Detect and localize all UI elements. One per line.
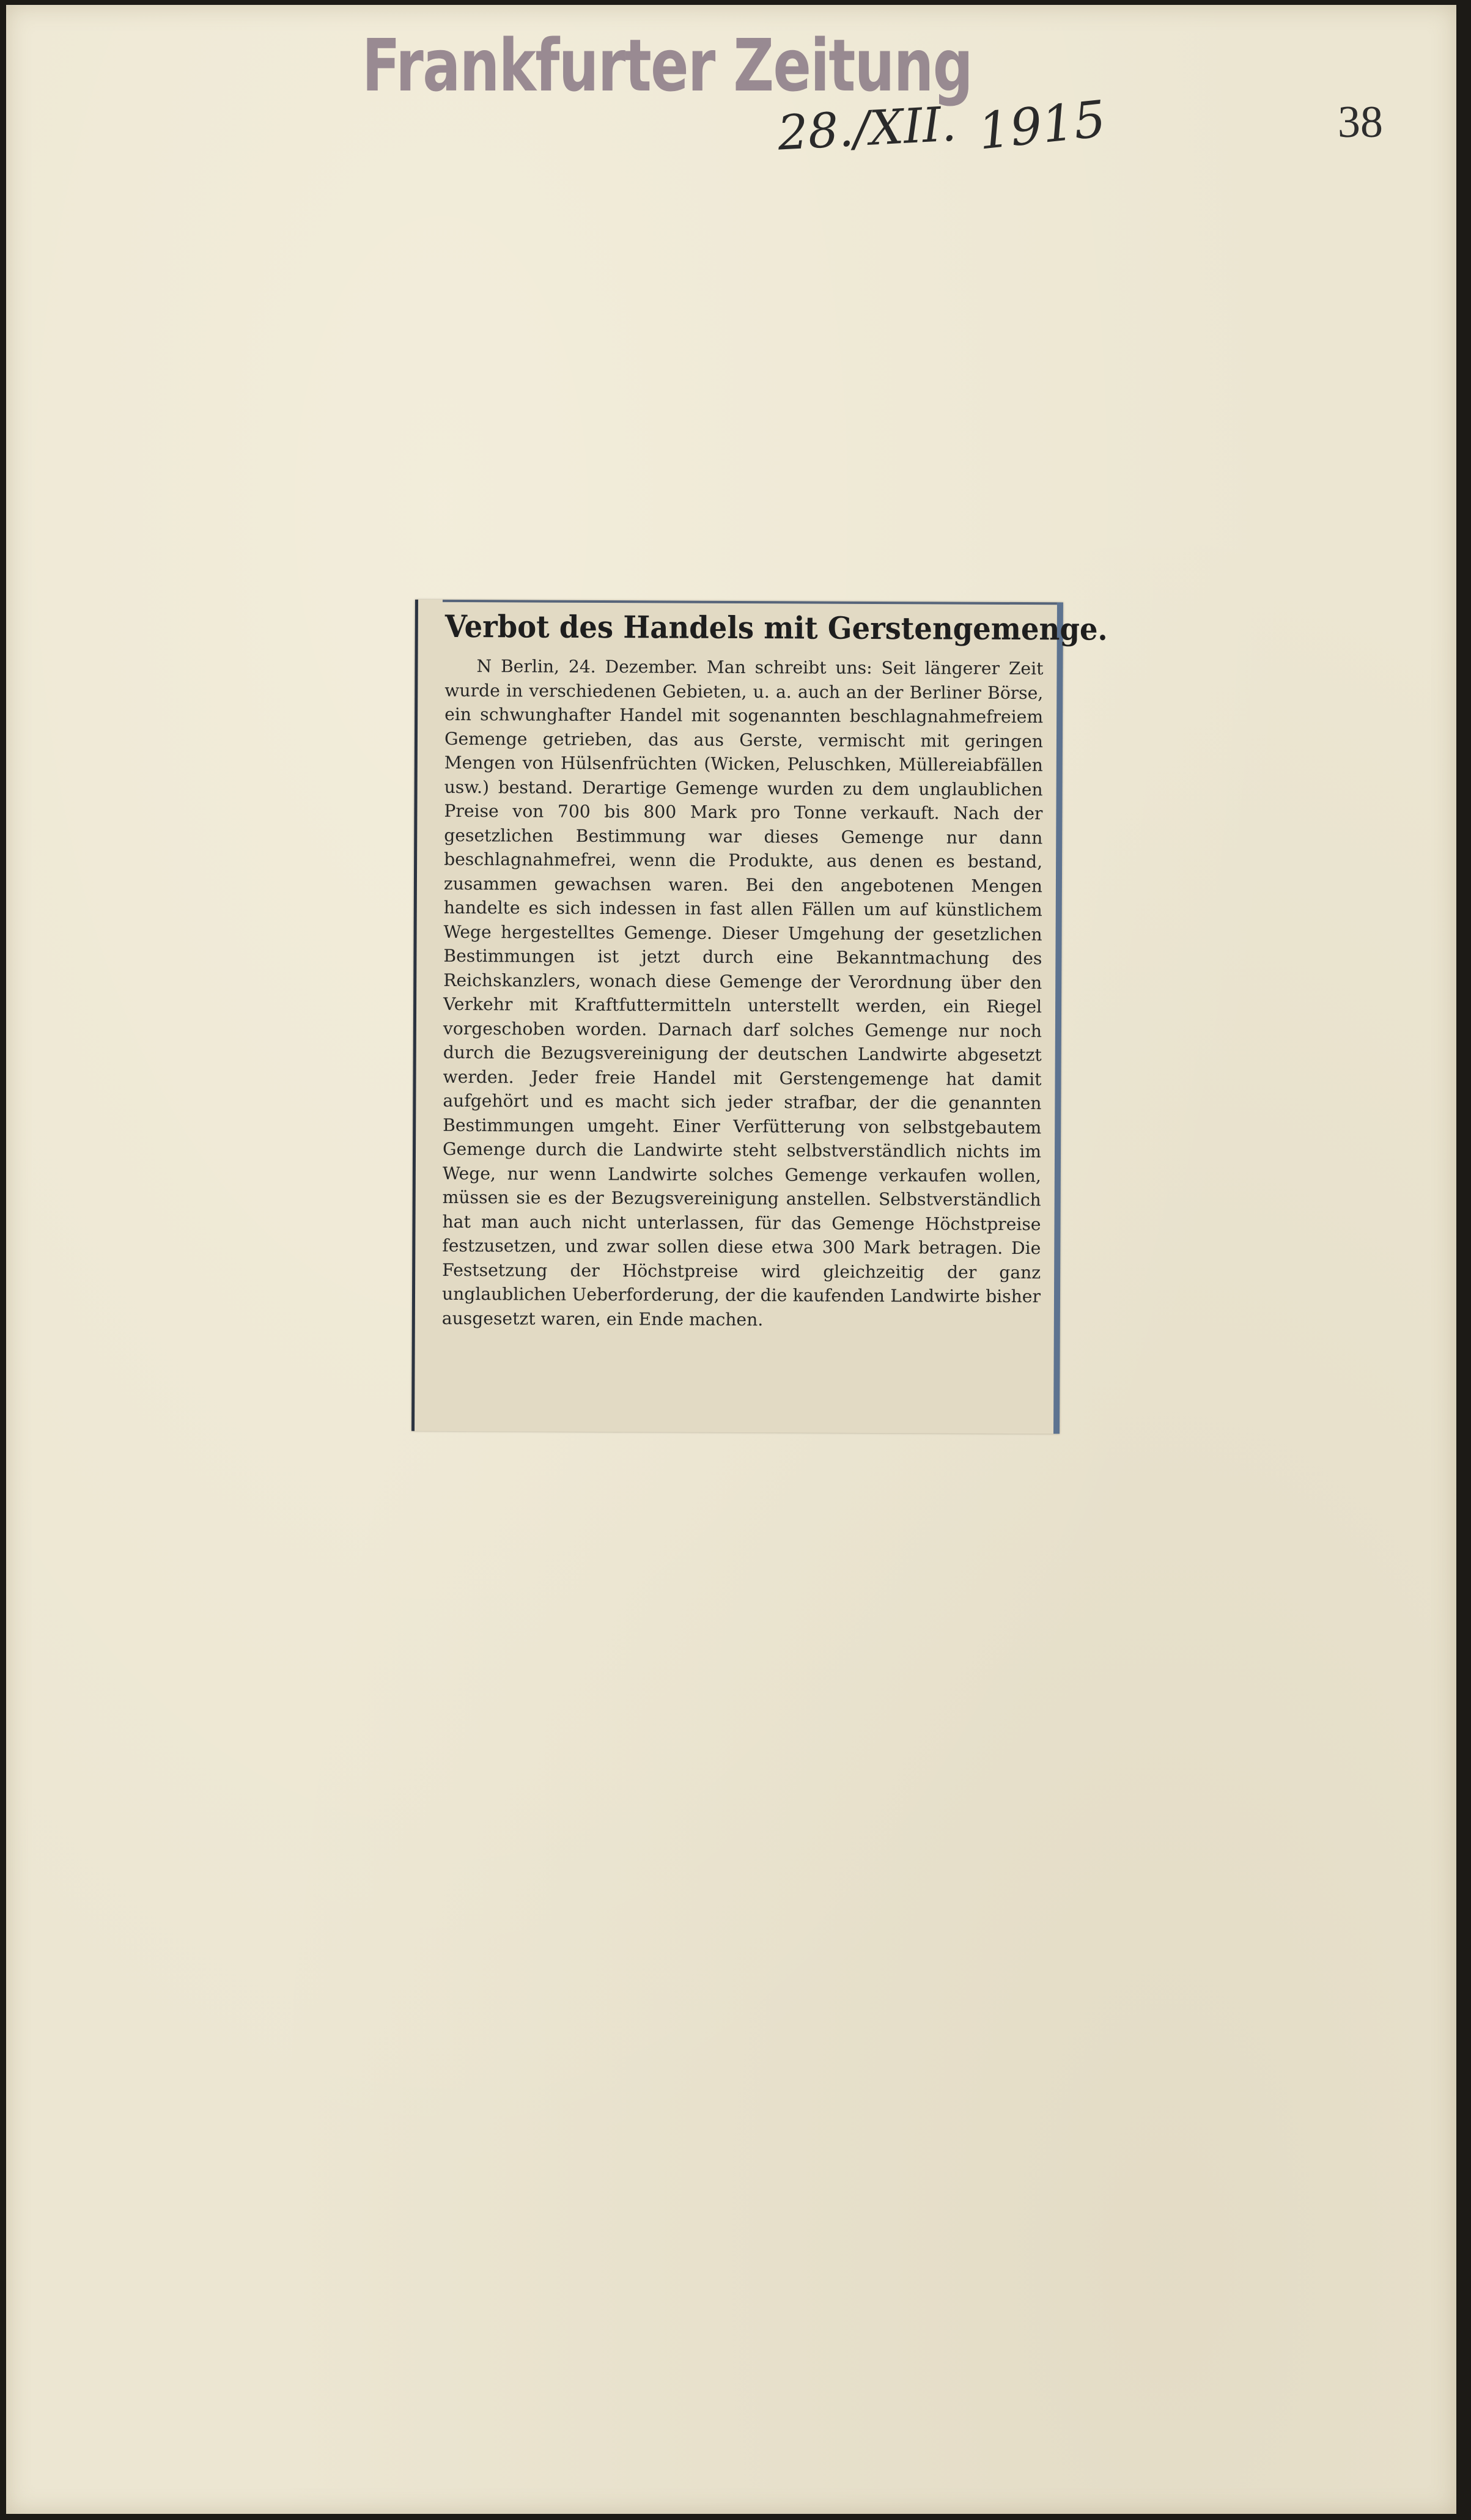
page-number: 38 (1338, 97, 1383, 147)
newspaper-stamp: Frankfurter Zeitung (362, 23, 973, 108)
article-body: N Berlin, 24. Dezember. Man schreibt uns: Seit längerer Zeit wurde in verschiedenen Gebieten, u. a. auch an der Berliner Börse, ein schwunghafter Handel mit sogenannten beschlagnahmefreiem Gemenge getrieben, das aus Gerste, vermischt mit geringen Mengen von Hülsenfrüchten (Wicken, Peluschken, Müllereiabfällen usw.) bestand. Derartige Gemenge wurden zu dem unglaublichen Preise von 700 bis 800 Mark pro Tonne verkauft. Nach der gesetzlichen Bestimmung war dieses Gemenge nur dann beschlagnahmefrei, wenn die Produkte, aus denen es bestand, zusammen gewachsen waren. Bei den angebotenen Mengen handelte es sich indessen in fast allen Fällen um auf künstlichem Wege hergestelltes Gemenge. Dieser Umgehung der gesetzlichen Bestimmungen ist jetzt durch eine Bekanntmachung des Reichskanzlers, wonach diese Gemenge der Verordnung über den Verkehr mit Kraftfuttermitteln unterstellt werden, ein Riegel vorgeschoben worden. Darnach darf solches Gemenge nur noch durch die Bezugsvereinigung der deutschen Landwirte abgesetzt werden. Jeder freie Handel mit Gerstengemenge hat damit aufgehört und es macht sich jeder strafbar, der die genannten Bestimmungen umgeht. Einer Verfütterung von selbstgebautem Gemenge durch die Landwirte steht selbstverständlich nichts im Wege, nur wenn Landwirte solches Gemenge verkaufen wollen, müssen sie es der Bezugsvereinigung anstellen. Selbstverständlich hat man auch nicht unterlassen, für das Gemenge Höchstpreise festzusetzen, und zwar sollen diese etwa 300 Mark betragen. Die Festsetzung der Höchstpreise wird gleichzeitig der ganz unglaublichen Ueberforderung, der die kaufenden Landwirte bisher ausgesetzt waren, ein Ende machen. (441, 656, 1044, 1330)
clipping-top-rule (443, 600, 1057, 605)
article-headline: Verbot des Handels mit Gerstengemenge. (444, 608, 1108, 647)
newspaper-clipping (411, 600, 1108, 1434)
archive-sheet (6, 5, 1456, 2514)
handwritten-year: 1915 (975, 90, 1109, 161)
handwritten-date: 28./XII. (776, 97, 958, 161)
